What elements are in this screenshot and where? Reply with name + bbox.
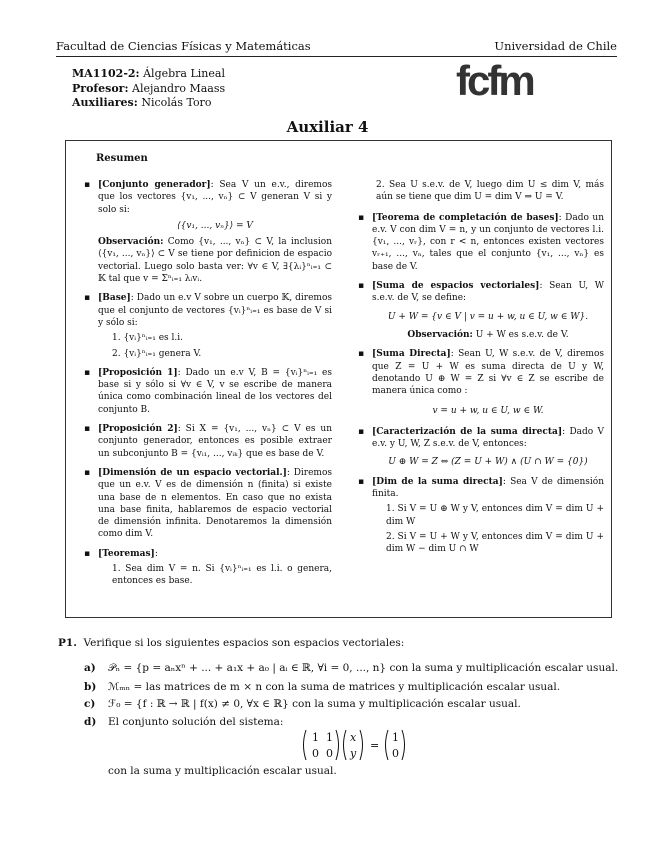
eq-span: ⟨{v₁, ..., vₙ}⟩ = V — [177, 220, 253, 231]
course-name: Álgebra Lineal — [143, 67, 225, 80]
summary-heading: Resumen — [96, 153, 148, 164]
problem-item-b: b) ℳₘₙ = las matrices de m × n con la suma de matrices y multiplicación escalar usual. — [84, 681, 561, 693]
matrix-a22: 0 — [326, 747, 333, 760]
problem-item-d-tail: con la suma y multiplicación escalar usual. — [108, 765, 337, 777]
problem-item-d: d) El conjunto solución del sistema: — [84, 716, 284, 728]
course-label: MA1102-2: — [72, 67, 140, 80]
problem-intro: Verifique si los siguientes espacios son espacios vectoriales: — [83, 637, 405, 649]
course-meta — [72, 67, 225, 111]
vec-b1: 1 — [392, 731, 399, 744]
bullet-dim-suma: ▪ [Dim de la suma directa]: Sea V de dimensión finita. 1. Si V = U ⊕ W y V, entonces dim V = dim U + dim W 2. Si V = U + W y V, entonces dim V = dim U + dim W − dim U ∩ W — [358, 476, 604, 556]
aux-label: Auxiliares: — [72, 96, 138, 109]
problem-item-a: a) 𝒫ₙ = {p = aₙxⁿ + ... + a₁x + a₀ | aᵢ ∈ ℝ, ∀i = 0, ..., n} con la suma y multiplicación escalar usual. — [84, 662, 619, 674]
teorema-item-1: 1. Sea dim V = n. Si {vᵢ}ⁿᵢ₌₁ es l.i. o genera, entonces es base. — [112, 564, 332, 587]
eq-caracterizacion: U ⊕ W = Z ⇔ (Z = U + W) ∧ (U ∩ W = {0}) — [388, 457, 588, 468]
bullet-proposicion-2: ▪ [Proposición 2]: Si X = {v₁, ..., vₙ} ⊂ V es un conjunto generador, entonces es posible extraer un subconjunto B = {vᵢ₁, ..., vᵢₖ} que es base de V. — [84, 423, 332, 460]
bullet-base: ▪ [Base]: Dado un e.v V sobre un cuerpo 𝕂, diremos que el conjunto de vectores {vᵢ}ⁿᵢ₌₁ es base de V si y sólo si: 1. {vᵢ}ⁿᵢ₌₁ es l.i. 2. {vᵢ}ⁿᵢ₌₁ genera V. — [84, 292, 332, 359]
equals-sign: = — [370, 739, 380, 752]
eq-suma: U + W = {v ∈ V | v = u + w, u ∈ U, w ∈ W}. — [387, 311, 589, 322]
teorema-item-2: 2. Sea U s.e.v. de V, luego dim U ≤ dim V, más aún se tiene que dim U = dim V ⇒ U = V. — [376, 180, 604, 203]
bullet-suma-directa: ▪ [Suma Directa]: Sean U, W s.e.v. de V, diremos que Z = U + W es suma directa de U y W, denotando U ⊕ W = Z si ∀v ∈ Z se escribe de manera única como : v = u + w, u ∈ U, w ∈ W. — [358, 348, 604, 417]
vec-x: x — [350, 731, 357, 744]
problem-label: P1. — [58, 637, 77, 649]
bullet-conjunto-generador: ▪ [Conjunto generador]: Sea V un e.v., diremos que los vectores {v₁, ..., vₙ} ⊂ V generan V si y solo si: ⟨{v₁, ..., vₙ}⟩ = V Observación: Como {v₁, ..., vₙ} ⊂ V, la inclusion ⟨{v₁, ..., vₙ}⟩ ⊂ V se tiene por definicion de espacio vectorial. Luego solo basta ver: ∀v ∈ V, ∃{λᵢ}ⁿᵢ₌₁ ⊂ 𝕂 tal que v = Σⁿᵢ₌₁ λᵢvᵢ. — [84, 179, 332, 285]
dim-item-2: 2. Si V = U + W y V, entonces dim V = dim U + dim W − dim U ∩ W — [386, 531, 604, 555]
summary-left-column — [84, 179, 332, 595]
bullet-proposicion-1: ▪ [Proposición 1]: Dado un e.v V, B = {vᵢ}ⁿᵢ₌₁ es base si y sólo si ∀v ∈ V, v se escribe de manera única como combinación lineal de los vectores del conjunto B. — [84, 367, 332, 416]
vec-b2: 0 — [392, 747, 399, 760]
base-item-1: 1. {vᵢ}ⁿᵢ₌₁ es l.i. — [112, 333, 184, 344]
svg-text:fcfm: fcfm — [456, 57, 533, 103]
page-title: Auxiliar 4 — [286, 118, 369, 136]
bullet-caracterizacion: ▪ [Caracterización de la suma directa]: Dado V e.v. y U, W, Z s.e.v. de V, entonces: U ⊕ W = Z ⇔ (Z = U + W) ∧ (U ∩ W = {0}) — [358, 426, 604, 469]
header-faculty: Facultad de Ciencias Físicas y Matemáticas — [56, 39, 311, 53]
dim-item-1: 1. Si V = U ⊕ W y V, entonces dim V = dim U + dim W — [386, 504, 604, 527]
matrix-a12: 1 — [326, 731, 333, 744]
problem-header — [58, 636, 404, 650]
matrix-a11: 1 — [312, 731, 319, 744]
vec-y: y — [350, 747, 357, 760]
summary-right-column — [358, 179, 604, 562]
aux-name: Nicolás Toro — [141, 96, 212, 109]
bullet-completacion: ▪ [Teorema de completación de bases]: Dado un e.v. V con dim V = n, y un conjunto de vectores l.i. {v₁, ..., vᵣ}, con r < n, entonces existen vectores vᵣ₊₁, ..., vₙ, tales que el conjunto {v₁, ..., vₙ} es base de V. — [358, 212, 604, 273]
header-university: Universidad de Chile — [494, 39, 617, 53]
matrix-a21: 0 — [312, 747, 319, 760]
base-item-2: 2. {vᵢ}ⁿᵢ₌₁ genera V. — [112, 348, 202, 359]
prof-name: Alejandro Maass — [132, 81, 226, 95]
matrix-equation — [300, 728, 420, 762]
prof-label: Profesor: — [72, 81, 129, 95]
eq-suma-directa: v = u + w, u ∈ U, w ∈ W. — [432, 406, 544, 417]
fcfm-logo — [456, 57, 542, 103]
problem-item-c: c) ℱ₀ = {f : ℝ → ℝ | f(x) ≠ 0, ∀x ∈ ℝ} con la suma y multiplicación escalar usual. — [84, 698, 521, 710]
bullet-suma-espacios: ▪ [Suma de espacios vectoriales]: Sean U, W s.e.v. de V, se define: U + W = {v ∈ V | v = u + w, u ∈ U, w ∈ W}. Observación: U + W es s.e.v. de V. — [358, 280, 604, 341]
bullet-teoremas: ▪ [Teoremas]: 1. Sea dim V = n. Si {vᵢ}ⁿᵢ₌₁ es l.i. o genera, entonces es base. — [84, 548, 332, 588]
bullet-dimension: ▪ [Dimensión de un espacio vectorial.]: Diremos que un e.v. V es de dimensión n (finita) si existe una base de n elementos. En caso que no exista una base finita, hablaremos de espacio vectorial de dimensión infinita. Denotaremos la dimensión como dim V. — [84, 467, 332, 541]
